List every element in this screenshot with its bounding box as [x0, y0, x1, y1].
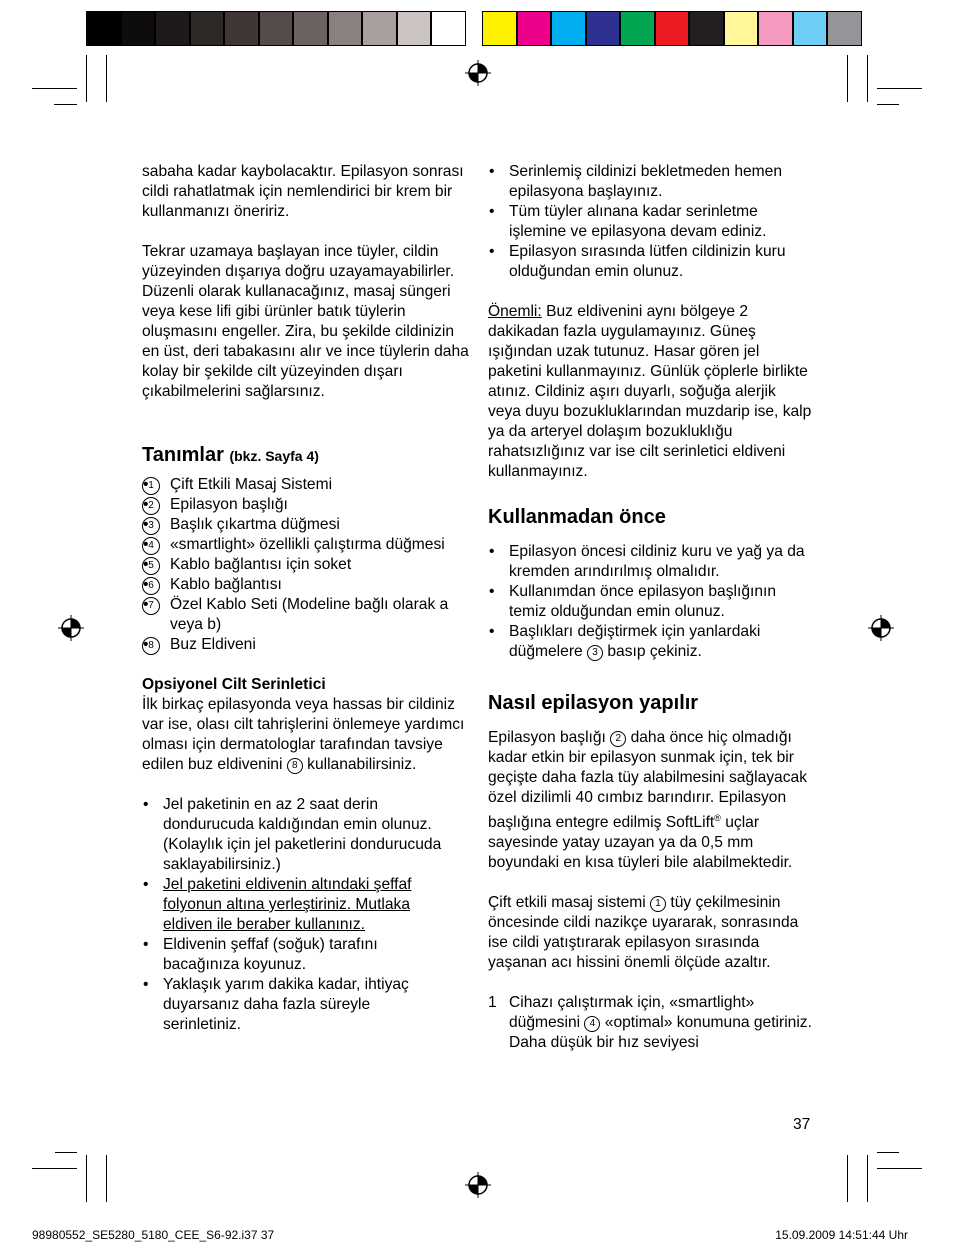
crop-mark	[877, 104, 899, 105]
footer-file-info: 98980552_SE5280_5180_CEE_S6-92.i37 37	[32, 1228, 275, 1242]
paragraph: Tekrar uzamaya başlayan ince tüyler, cildin yüzeyinden dışarıya doğru uzayamayabilirler. Düzenli olarak kullanacağınız, masaj süngeri veya kese lifi gibi ürünler batık tüylerin oluşmasını engeller. Zira, bu şekilde cildinizin en üst, deri tabakasını alır ve ince tüylerin daha kolay bir şekilde cilt yüzeyinden dışarı çıkabilmelerini sağlarsınız.	[142, 243, 469, 400]
item-label: Çift Etkili Masaj Sistemi	[170, 476, 333, 493]
item-label: «smartlight» özellikli çalıştırma düğmesi	[170, 536, 445, 553]
color-swatch	[586, 11, 621, 46]
list-item: • Başlıkları değiştirmek için yanlardaki düğmelere 3 basıp çekiniz.	[488, 622, 813, 662]
gray-swatch	[328, 11, 363, 46]
color-swatch	[689, 11, 724, 46]
left-column	[142, 162, 472, 1035]
crop-mark	[86, 1155, 87, 1202]
list-item: • Serinlemiş cildinizi bekletmeden hemen epilasyona başlayınız.	[488, 162, 813, 202]
important-note: Önemli: Buz eldivenini aynı bölgeye 2 dakikadan fazla uygulamayınız. Güneş ışığından uzak tutunuz. Hasar gören jel paketini kullanmayınız. Günlük çöplerle birlikte atınız. Cildiniz aşırı duyarlı, soğuğa alerjik veya duyu bozukluklarından muzdarip ise, kalp ya da arteryel dolaşım bozukluklığu rahatsızlığınız var ise cilt serinletici eldiveni kullanmayınız.	[488, 303, 812, 480]
item-number: • 6	[142, 577, 160, 595]
crop-mark	[55, 1152, 77, 1153]
crop-mark	[877, 1168, 922, 1169]
registration-mark-icon	[868, 615, 894, 641]
section-heading: Nasıl epilasyon yapılır	[488, 692, 699, 714]
paragraph: İlk birkaç epilasyonda veya hassas bir cildiniz var ise, olası cilt tahrişlerini önlemeye yardımcı olması için dermatologlar tarafından tavsiye edilen buz eldivenini 8 kullanabilirsiniz.	[142, 696, 465, 773]
bullet-list	[142, 795, 447, 1035]
definition-item	[142, 495, 472, 515]
crop-mark	[877, 1152, 899, 1153]
definition-item	[142, 535, 472, 555]
gray-swatch	[397, 11, 432, 46]
gray-swatch	[259, 11, 294, 46]
color-swatch	[551, 11, 586, 46]
gray-swatch	[190, 11, 225, 46]
list-item: • Kullanımdan önce epilasyon başlığının temiz olduğundan emin olunuz.	[488, 582, 813, 622]
color-swatch	[827, 11, 862, 46]
paragraph: Epilasyon başlığı 2 daha önce hiç olmadığı kadar etkin bir epilasyon sunmak için, tek bir geçişte daha fazla tüy alabilmesini sağlayacak özel dizilimli 40 cımbız barındırır. Epilasyon başlığına entegre edilmiş SoftLift® uçlar sayesinde yatay uzayan ya da 0,5 mm boyundaki en kısa tüyleri bile alabilmektedir.	[488, 729, 807, 872]
definitions-list	[142, 475, 472, 655]
item-label: Kablo bağlantısı	[170, 576, 282, 593]
subheading: Opsiyonel Cilt Serinletici	[142, 676, 326, 693]
list-item: • Eldivenin şeffaf (soğuk) tarafını bacağınıza koyunuz.	[142, 935, 447, 975]
item-number: • 2	[142, 497, 160, 515]
gray-swatch	[431, 11, 466, 46]
definition-item	[142, 515, 472, 535]
crop-mark	[32, 1168, 77, 1169]
item-label: Buz Eldiveni	[170, 636, 256, 653]
item-label: Epilasyon başlığı	[170, 496, 288, 513]
item-label: Özel Kablo Seti (Modeline bağlı olarak a veya b)	[170, 596, 449, 633]
gray-color-bar	[86, 11, 466, 46]
crop-mark	[55, 104, 77, 105]
paragraph: Çift etkili masaj sistemi 1 tüy çekilmesinin öncesinde cildi nazikçe uyararak, sonrasında ise cildi yatıştırarak epilasyon sırasında yaşanan acı hissini önemli ölçüde azaltır.	[488, 894, 799, 972]
crop-mark	[867, 55, 868, 102]
gray-swatch	[362, 11, 397, 46]
crop-mark	[32, 88, 77, 89]
crop-mark	[106, 55, 107, 102]
crop-mark	[106, 1155, 107, 1202]
process-color-bar	[482, 11, 862, 46]
crop-mark	[847, 55, 848, 102]
gray-swatch	[224, 11, 259, 46]
list-item: • Yaklaşık yarım dakika kadar, ihtiyaç duyarsanız daha fazla süreyle serinletiniz.	[142, 975, 447, 1035]
registration-mark-icon	[465, 1172, 491, 1198]
crop-mark	[877, 88, 922, 89]
definition-item	[142, 555, 472, 575]
numbered-step: 1 Cihazı çalıştırmak için, «smartlight» düğmesini 4 «optimal» konumuna getiriniz. Daha düşük bir hız seviyesi	[488, 994, 812, 1052]
item-number: • 8	[142, 637, 160, 655]
crop-mark	[86, 55, 87, 102]
gray-swatch	[121, 11, 156, 46]
paragraph: sabaha kadar kaybolacaktır. Epilasyon sonrası cildi rahatlatmak için nemlendirici bir krem bir kullanmanızı öneririz.	[142, 163, 464, 220]
color-swatch	[724, 11, 759, 46]
registration-mark-icon	[465, 60, 491, 86]
item-number: • 4	[142, 537, 160, 555]
list-item: • Jel paketini eldivenin altındaki şeffaf folyonun altına yerleştiriniz. Mutlaka eldiven ile beraber kullanınız.	[142, 875, 447, 935]
right-column	[488, 162, 813, 1053]
color-swatch	[655, 11, 690, 46]
item-label: Kablo bağlantısı için soket	[170, 556, 352, 573]
item-number: • 7	[142, 597, 160, 615]
footer-timestamp: 15.09.2009 14:51:44 Uhr	[775, 1228, 908, 1242]
bullet-list	[488, 542, 813, 662]
list-item: • Tüm tüyler alınana kadar serinletme işlemine ve epilasyona devam ediniz.	[488, 202, 813, 242]
list-item: • Jel paketinin en az 2 saat derin dondurucuda kaldığından emin olunuz. (Kolaylık için jel paketlerini dondurucuda saklayabilirsiniz.)	[142, 795, 447, 875]
item-label: Başlık çıkartma düğmesi	[170, 516, 340, 533]
item-number: • 1	[142, 477, 160, 495]
color-swatch	[482, 11, 517, 46]
item-number: • 5	[142, 557, 160, 575]
section-heading: Kullanmadan önce	[488, 506, 666, 528]
gray-swatch	[293, 11, 328, 46]
color-swatch	[620, 11, 655, 46]
list-item: • Epilasyon sırasında lütfen cildinizin kuru olduğundan emin olunuz.	[488, 242, 813, 282]
crop-mark	[867, 1155, 868, 1202]
gray-swatch	[86, 11, 121, 46]
gray-swatch	[155, 11, 190, 46]
color-swatch	[793, 11, 828, 46]
registration-mark-icon	[58, 615, 84, 641]
definition-item	[142, 635, 472, 655]
color-swatch	[517, 11, 552, 46]
bullet-list	[488, 162, 813, 282]
definition-item	[142, 475, 472, 495]
definition-item	[142, 575, 472, 595]
color-swatch	[758, 11, 793, 46]
item-number: • 3	[142, 517, 160, 535]
list-item: • Epilasyon öncesi cildiniz kuru ve yağ ya da kremden arındırılmış olmalıdır.	[488, 542, 813, 582]
page-number: 37	[793, 1116, 811, 1133]
section-heading: Tanımlar (bkz. Sayfa 4)	[142, 444, 319, 466]
definition-item	[142, 595, 472, 635]
crop-mark	[847, 1155, 848, 1202]
